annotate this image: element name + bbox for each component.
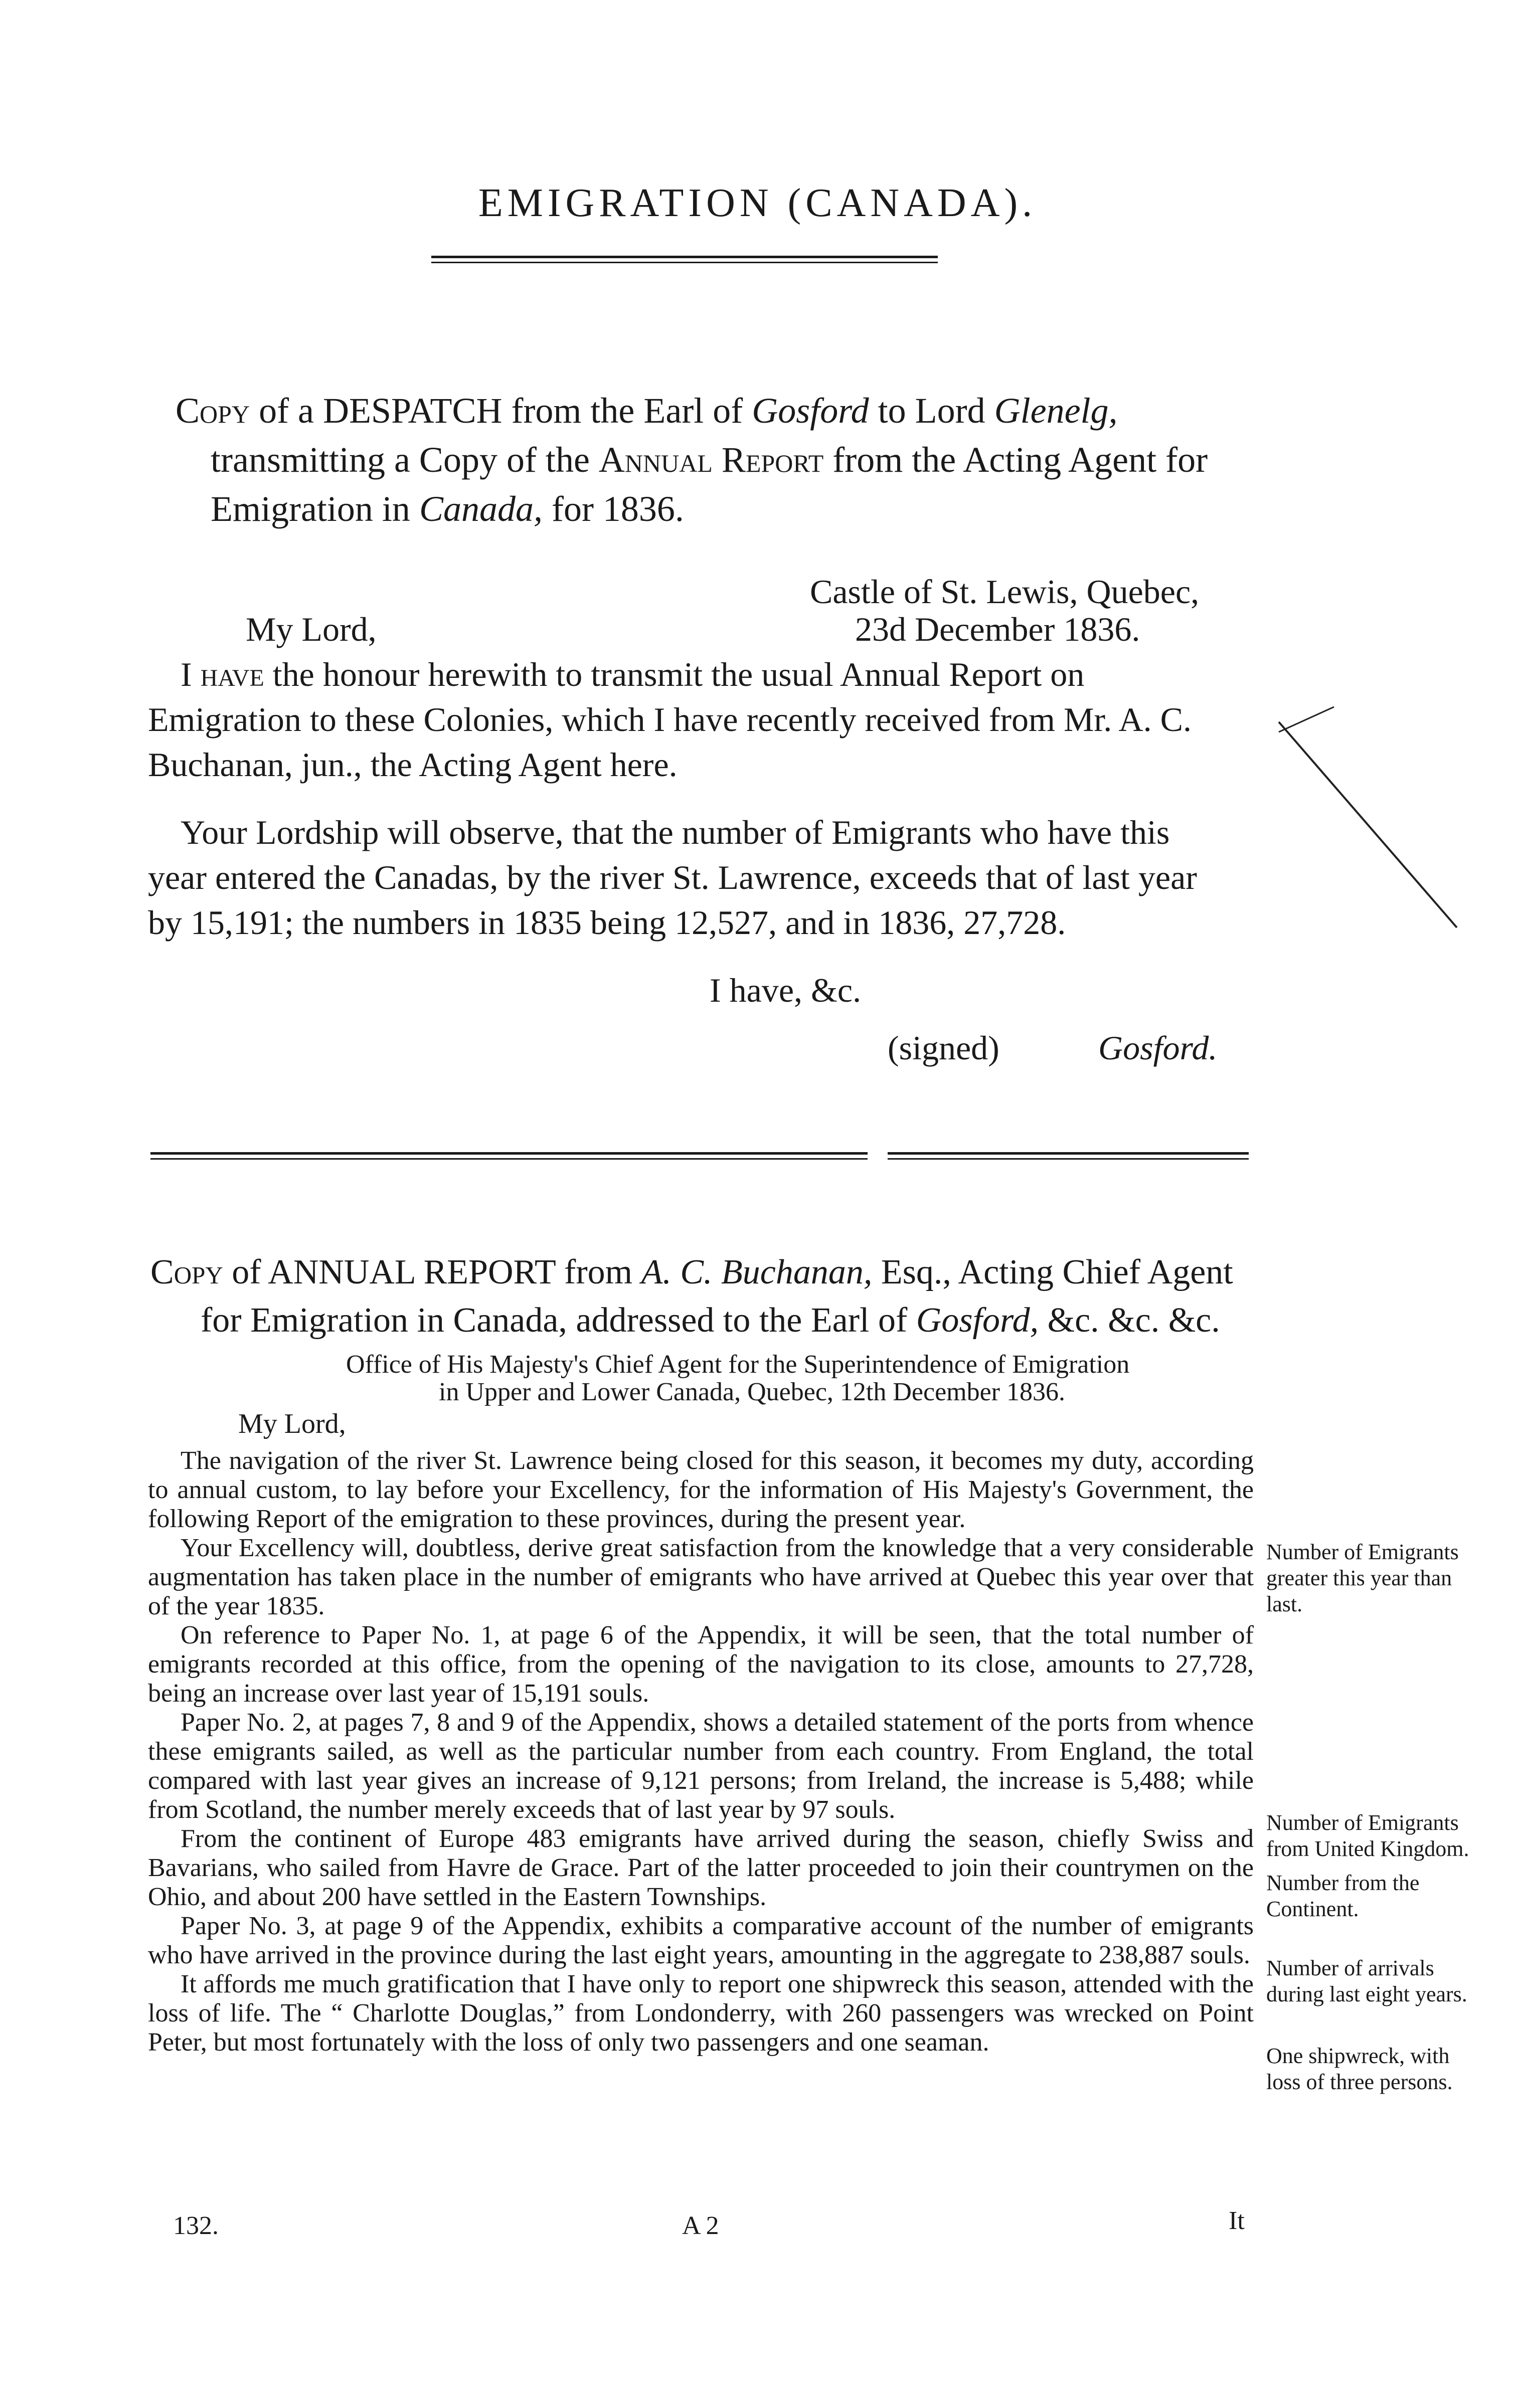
office-line-2: in Upper and Lower Canada, Quebec, 12th December 1836. (439, 1378, 1065, 1406)
despatch-paragraph-1: I have the honour herewith to transmit the usual Annual Report on Emigration to these Colonies, which I have recently received from Mr. A. C. Buchanan, jun., the Acting Agent here. (148, 655, 1192, 784)
despatch-place: Castle of St. Lewis, Quebec, (810, 573, 1200, 611)
report-paragraph: Paper No. 3, at page 9 of the Appendix, exhibits a comparative account of the number of emigrants who have arrived in the province during the last eight years, amounting in the aggregate to 238,887 souls. (148, 1912, 1254, 1969)
report-paragraph: On reference to Paper No. 1, at page 6 of the Appendix, it will be seen, that the total number of emigrants recorded at this office, from the opening of the navigation to its close, amounts to 27,728, being an increase over last year of 15,191 souls. (148, 1621, 1254, 1708)
margin-note: One shipwreck, with loss of three persons. (1266, 2044, 1453, 2094)
footer-left: 132. (173, 2211, 219, 2240)
report-heading: Copy of ANNUAL REPORT from A. C. Buchanan, Esq., Acting Chief Agent for Emigration in Canada, addressed to the Earl of Gosford, &c. &c. &c. (150, 1253, 1233, 1340)
report-paragraph: Paper No. 2, at pages 7, 8 and 9 of the Appendix, shows a detailed statement of the ports from whence these emigrants sailed, as well as the particular number from each country. From England, the total compared with last year gives an increase of 9,121 persons; from Ireland, the increase is 5,488; while from Scotland, the number merely exceeds that of last year by 97 souls. (148, 1708, 1254, 1824)
section-rule-left-top (150, 1152, 868, 1155)
heading-copy: Copy (176, 391, 250, 431)
despatch-salutation: My Lord, (246, 610, 377, 648)
despatch-closing: I have, &c. (710, 971, 862, 1009)
despatch-date: 23d December 1836. (855, 610, 1140, 648)
heading-despatch: DESPATCH (323, 391, 502, 431)
despatch-signed: (signed) (888, 1029, 999, 1067)
footer-right: It (1229, 2206, 1245, 2235)
report-paragraph: From the continent of Europe 483 emigrants have arrived during the season, chiefly Swiss and Bavarians, who sailed from Havre de Grace. Part of the latter proceeded to join their countrymen on the Ohio, and about 200 have settled in the Eastern Townships. (148, 1824, 1254, 1911)
margin-note: Number of Emigrants from United Kingdom. (1266, 1810, 1469, 1861)
title-rule-top (431, 256, 938, 258)
section-rule-right-top (888, 1152, 1249, 1155)
margin-note: Number of Emigrants greater this year than last. (1266, 1540, 1459, 1616)
report-salutation: My Lord, (238, 1408, 346, 1439)
margin-notes (1266, 0, 1477, 2408)
section-rule-right-bottom (888, 1158, 1249, 1160)
section-rule-left-bottom (150, 1158, 868, 1160)
report-paragraph: Your Excellency will, doubtless, derive great satisfaction from the knowledge that a very considerable augmentation has taken place in the number of emigrants who have arrived at Quebec this year over that of the year 1835. (148, 1534, 1254, 1620)
margin-note: Number of arrivals during last eight years. (1266, 1956, 1467, 2006)
report-body (148, 1446, 1254, 2057)
margin-note: Number from the Continent. (1266, 1871, 1420, 1921)
report-paragraph: The navigation of the river St. Lawrence being closed for this season, it becomes my duty, according to annual custom, to lay before your Excellency, for the information of His Majesty's Government, the following Report of the emigration to these provinces, during the present year. (148, 1446, 1254, 1533)
despatch-signature: Gosford. (1098, 1029, 1218, 1067)
office-line-1: Office of His Majesty's Chief Agent for the Superintendence of Emigration (346, 1350, 1130, 1379)
despatch-heading: Copy of a DESPATCH from the Earl of Gosford to Lord Glenelg, transmitting a Copy of the Annual Report from the Acting Agent for Emigration in Canada, for 1836. (176, 391, 1208, 529)
despatch-paragraph-2: Your Lordship will observe, that the number of Emigrants who have this year entered the Canadas, by the river St. Lawrence, exceeds that of last year by 15,191; the numbers in 1835 being 12,527, and in 1836, 27,728. (148, 813, 1197, 942)
report-paragraph: It affords me much gratification that I have only to report one shipwreck this season, attended with the loss of life. The “ Charlotte Douglas,” from Londonderry, with 260 passengers was wrecked on Point Peter, but most fortunately with the loss of only two passengers and one seaman. (148, 1970, 1254, 2057)
title-rule-bottom (431, 262, 938, 263)
footer-center: A 2 (682, 2211, 719, 2240)
document-title: EMIGRATION (CANADA). (478, 181, 1037, 225)
